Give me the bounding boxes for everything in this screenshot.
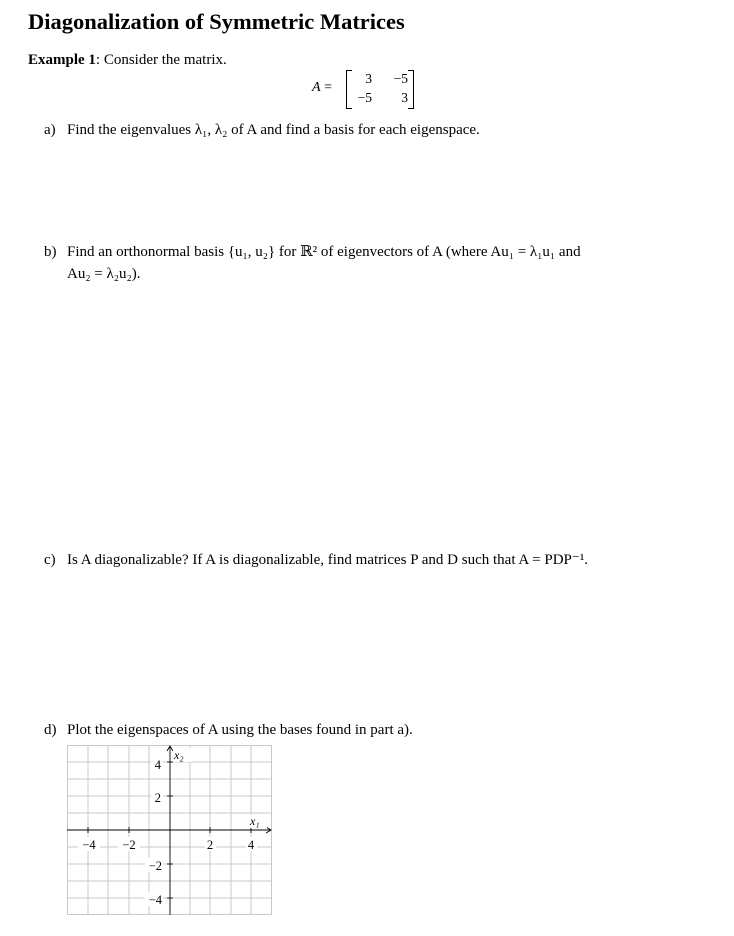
question-c xyxy=(44,549,588,571)
axes xyxy=(67,746,271,915)
matrix-cell-11: 3 xyxy=(365,71,372,86)
question-c-text: Is A diagonalizable? If A is diagonalizable, find matrices P and D such that A = PDP⁻¹. xyxy=(67,552,589,568)
question-d-text: Plot the eigenspaces of A using the bases found in part a). xyxy=(67,722,413,738)
example-label: Example 1 xyxy=(28,52,96,68)
x-tick-label: −4 xyxy=(82,838,96,852)
question-a-label: a) xyxy=(44,122,56,138)
matrix-cell-12: −5 xyxy=(393,71,408,86)
question-d-label: d) xyxy=(44,722,57,738)
tick-labels xyxy=(78,748,267,907)
x-tick-label: 2 xyxy=(206,838,214,852)
question-c-label: c) xyxy=(44,552,56,568)
y-tick-label: −2 xyxy=(148,859,162,873)
question-b xyxy=(44,241,700,285)
question-b-label: b) xyxy=(44,244,57,260)
matrix-right-bracket xyxy=(408,70,414,109)
matrix-name: A xyxy=(312,80,321,95)
example-intro xyxy=(28,52,227,69)
matrix-cell-22: 3 xyxy=(401,90,408,105)
question-a-text: Find the eigenvalues λ₁, λ₂ of A and find a basis for each eigenspace. xyxy=(67,122,480,138)
matrix-lhs xyxy=(312,80,332,96)
matrix-equals: = xyxy=(324,80,332,95)
x-axis-label: x₁ xyxy=(250,814,260,828)
question-a xyxy=(44,119,480,141)
matrix-body xyxy=(346,70,422,108)
question-d xyxy=(44,719,413,741)
y-axis-label: x₂ xyxy=(174,748,184,762)
page-title: Diagonalization of Symmetric Matrices xyxy=(28,9,405,34)
matrix-cell-21: −5 xyxy=(357,90,372,105)
x-tick-label: 4 xyxy=(247,838,255,852)
y-tick-label: −4 xyxy=(148,893,162,907)
matrix-display xyxy=(312,70,422,110)
question-b-line2: Au₂ = λ₂u₂). xyxy=(67,266,141,282)
y-tick-label: 4 xyxy=(154,758,161,772)
example-text: : Consider the matrix. xyxy=(95,52,227,68)
y-tick-label: 2 xyxy=(154,791,161,805)
x-tick-label: −2 xyxy=(122,838,136,852)
question-b-line1: Find an orthonormal basis {u₁, u₂} for ℝ² of eigenvectors of A (where Au₁ = λ₁u₁ and xyxy=(67,244,581,260)
plot-svg xyxy=(67,745,272,915)
eigenspace-plot-grid xyxy=(67,745,272,915)
